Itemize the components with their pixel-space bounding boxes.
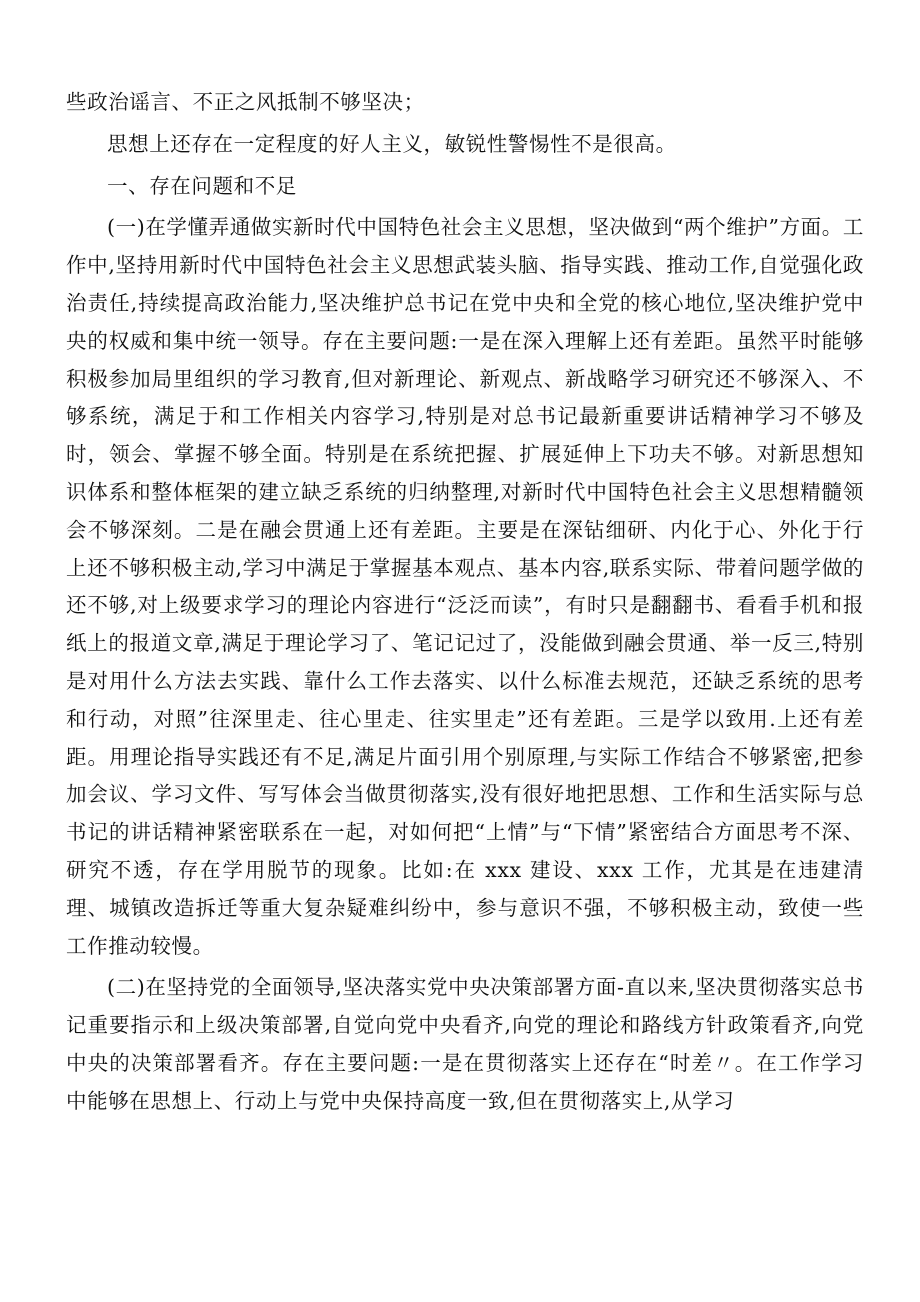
paragraph-continuation: 些政治谣言、不正之风抵制不够坚决； (66, 90, 425, 114)
paragraph-section-one: (一)在学懂弄通做实新时代中国特色社会主义思想，坚决做到“两个维护”方面。工作中,坚持用新时代中国特色社会主义思想武装头脑、指导实践、推动工作,自觉强化政治责任,持续提高政治能力,坚决维护总书记在党中央和全党的核心地位,坚决维护党中央的权威和集中统一领导。存在主要问题:一是在深入理解上还有差距。虽然平时能够积极参加局里组织的学习教育,但对新理论、新观点、新战略学习研究还不够深入、不够系统，满足于和工作相关内容学习,特别是对总书记最新重要讲话精神学习不够及时，领会、掌握不够全面。特别是在系统把握、扩展延伸上下功夫不够。对新思想知识体系和整体框架的建立缺乏系统的归纳整理,对新时代中国特色社会主义思想精髓领会不够深刻。二是在融会贯通上还有差距。主要是在深钻细研、内化于心、外化于行上还不够积极主动,学习中满足于掌握基本观点、基本内容,联系实际、带着问题学做的还不够,对上级要求学习的理论内容进行“泛泛而读”，有时只是翻翻书、看看手机和报纸上的报道文章,满足于理论学习了、笔记记过了，没能做到融会贯通、举一反三,特别是对用什么方法去实践、靠什么工作去落实、以什么标准去规范，还缺乏系统的思考和行动，对照”往深里走、往心里走、往实里走”还有差距。三是学以致用.上还有差距。用理论指导实践还有不足,满足片面引用个别原理,与实际工作结合不够紧密,把参加会议、学习文件、写写体会当做贯彻落实,没有很好地把思想、工作和生活实际与总书记的讲话精神紧密联系在一起，对如何把“上情”与“下情”紧密结合方面思考不深、研究不透，存在学用脱节的现象。比如:在 xxx 建设、xxx 工作，尤其是在违建清理、城镇改造拆迁等重大复杂疑难纠纷中，参与意识不强，不够积极主动，致使一些工作推动较慢。 (66, 215, 864, 958)
paragraph-good-person-ism: 思想上还存在一定程度的好人主义，敏锐性警惕性不是很高。 (107, 131, 677, 156)
section-heading-problems: 一、存在问题和不足 (107, 173, 297, 198)
paragraph-section-two: (二)在坚持党的全面领导,坚决落实党中央决策部署方面-直以来,坚决贯彻落实总书记重要指示和上级决策部署,自觉向党中央看齐,向党的理论和路线方针政策看齐,向党中央的决策部署看齐。存在主要问题:一是在贯彻落实上还存在“时差〃。在工作学习中能够在思想上、行动上与党中央保持高度一致,但在贯彻落实上,从学习 (66, 975, 864, 1113)
